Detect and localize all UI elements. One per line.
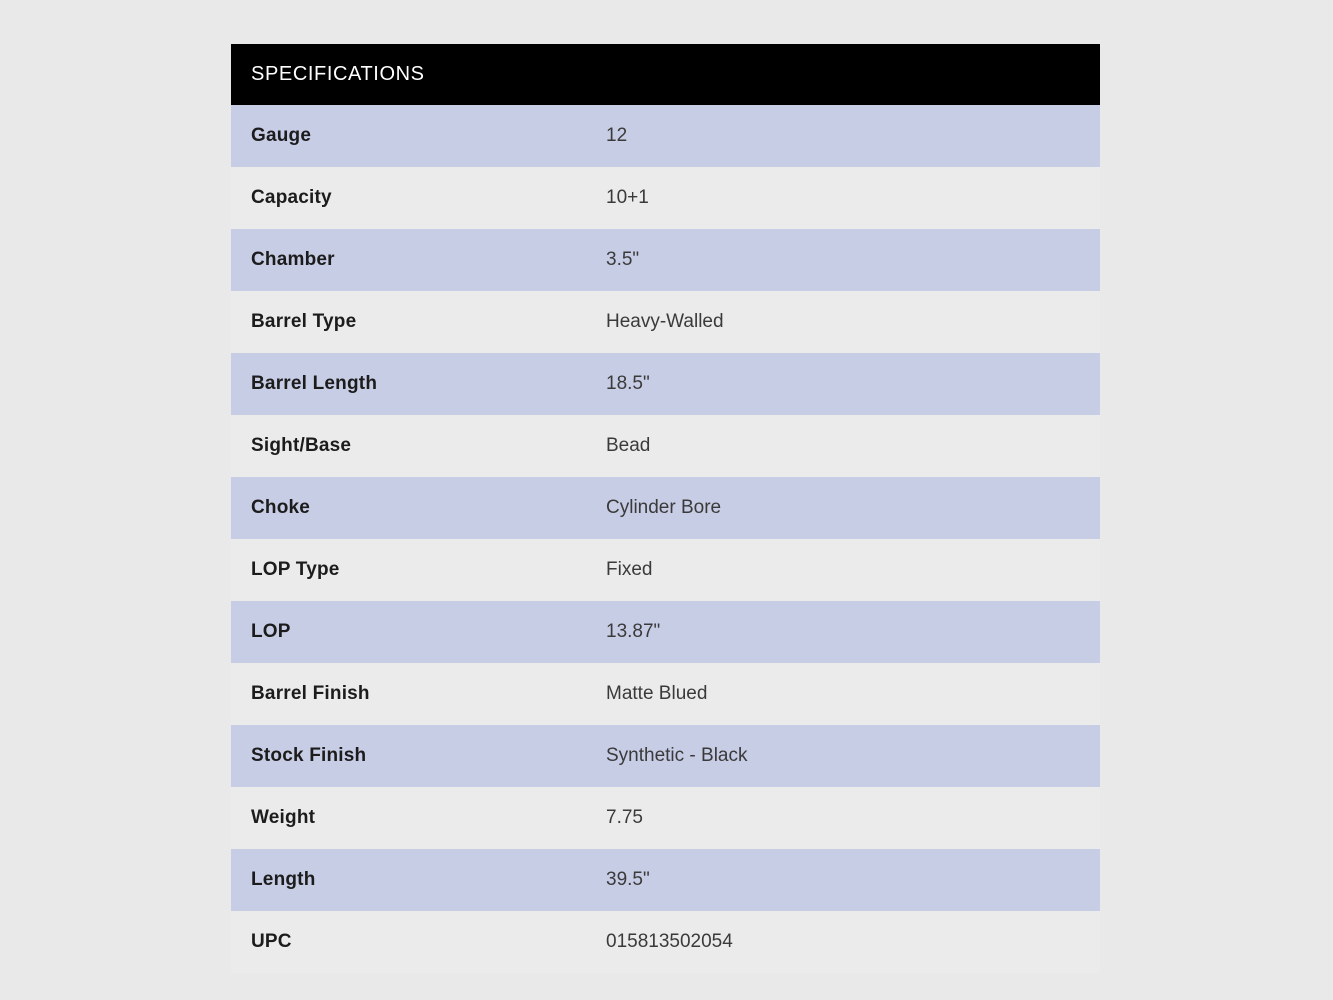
table-row xyxy=(231,539,1100,601)
spec-label: Length xyxy=(251,869,316,890)
table-row xyxy=(231,477,1100,539)
table-row xyxy=(231,167,1100,229)
spec-value: Fixed xyxy=(606,559,653,580)
spec-label: Stock Finish xyxy=(251,745,367,766)
spec-label: Choke xyxy=(251,497,311,518)
spec-label: Barrel Length xyxy=(251,373,378,394)
table-row xyxy=(231,229,1100,291)
table-row xyxy=(231,601,1100,663)
spec-value: Bead xyxy=(606,435,651,456)
table-row xyxy=(231,911,1100,973)
table-row xyxy=(231,663,1100,725)
spec-value: Synthetic - Black xyxy=(606,745,748,766)
specifications-header xyxy=(231,44,1100,105)
spec-label: Weight xyxy=(251,807,316,828)
spec-value: 39.5" xyxy=(606,869,650,890)
table-row xyxy=(231,105,1100,167)
spec-label: UPC xyxy=(251,931,292,952)
spec-value: Heavy-Walled xyxy=(606,311,724,332)
spec-label: Barrel Type xyxy=(251,311,357,332)
specifications-table xyxy=(231,105,1100,973)
table-row xyxy=(231,353,1100,415)
spec-label: Barrel Finish xyxy=(251,683,370,704)
spec-value: 7.75 xyxy=(606,807,643,828)
spec-label: Capacity xyxy=(251,187,332,208)
spec-label: Sight/Base xyxy=(251,435,352,456)
table-row xyxy=(231,291,1100,353)
spec-value: Matte Blued xyxy=(606,683,708,704)
spec-label: LOP Type xyxy=(251,559,340,580)
table-row xyxy=(231,725,1100,787)
specifications-table-body xyxy=(231,105,1100,973)
specifications-panel xyxy=(231,44,1100,973)
spec-value: 015813502054 xyxy=(606,931,733,952)
spec-value: 13.87" xyxy=(606,621,661,642)
spec-value: 12 xyxy=(606,125,628,146)
spec-label: Chamber xyxy=(251,249,335,270)
spec-value: 18.5" xyxy=(606,373,650,394)
table-row xyxy=(231,787,1100,849)
specifications-header-title: SPECIFICATIONS xyxy=(251,63,425,85)
table-row xyxy=(231,415,1100,477)
spec-label: Gauge xyxy=(251,125,312,146)
spec-value: 10+1 xyxy=(606,187,649,208)
spec-value: Cylinder Bore xyxy=(606,497,722,518)
spec-label: LOP xyxy=(251,621,291,642)
table-row xyxy=(231,849,1100,911)
spec-value: 3.5" xyxy=(606,249,640,270)
